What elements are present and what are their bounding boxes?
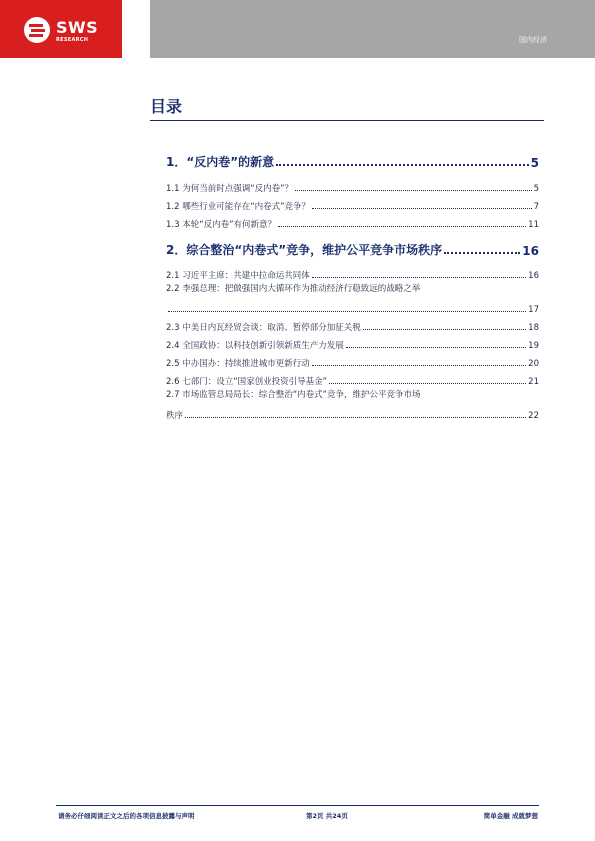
toc-item-label: 2.5 中办国办：持续推进城市更新行动 xyxy=(166,359,310,369)
toc-item-2-5[interactable] xyxy=(166,351,539,369)
report-category: 国内经济 xyxy=(519,36,547,44)
logo-text: SWS xyxy=(56,18,99,37)
toc-item-2-3[interactable] xyxy=(166,315,539,333)
toc-leader-dots xyxy=(346,346,526,348)
table-of-contents xyxy=(166,150,539,421)
toc-leader-dots xyxy=(363,328,526,330)
footer-disclaimer: 请务必仔细阅读正文之后的各项信息披露与声明 xyxy=(58,812,195,820)
header-gray-bar xyxy=(150,0,595,58)
toc-page-number: 19 xyxy=(528,341,539,351)
toc-item-label: 2.2 李强总理：把做强国内大循环作为推动经济行稳致远的战略之举 xyxy=(166,284,421,294)
toc-item-2-1[interactable] xyxy=(166,263,539,281)
toc-item-2-7[interactable] xyxy=(166,387,539,421)
toc-item-continuation xyxy=(166,403,539,421)
toc-item-label-cont: 秩序 xyxy=(166,411,184,421)
toc-item-1-1[interactable] xyxy=(166,176,539,194)
footer-slogan: 简单金融 成就梦想 xyxy=(483,812,538,820)
logo-subtext: RESEARCH xyxy=(56,37,89,43)
toc-item-continuation xyxy=(166,297,539,315)
toc-leader-dots xyxy=(185,416,526,418)
toc-item-label: 1.3 本轮“反内卷”有何新意？ xyxy=(166,220,277,230)
toc-leader-dots xyxy=(276,163,529,166)
toc-item-label: 1.2 哪些行业可能存在“内卷式”竞争？ xyxy=(166,202,311,212)
header-gap xyxy=(122,0,150,58)
toc-title-rule xyxy=(150,120,544,121)
toc-item-2-2[interactable] xyxy=(166,281,539,315)
toc-title: 目录 xyxy=(150,97,183,116)
toc-item-label: 1.1 为何当前时点强调“反内卷”？ xyxy=(166,184,294,194)
toc-page-number: 17 xyxy=(528,305,539,315)
toc-item-2-4[interactable] xyxy=(166,333,539,351)
toc-page-number: 5 xyxy=(530,156,539,170)
toc-section-2[interactable] xyxy=(166,238,539,258)
toc-leader-dots xyxy=(168,310,526,312)
toc-item-label: 2.4 全国政协：以科技创新引领新质生产力发展 xyxy=(166,341,344,351)
toc-page-number: 16 xyxy=(522,244,539,258)
sws-logo xyxy=(22,15,112,45)
toc-section-label: 2．综合整治“内卷式”竞争，维护公平竞争市场秩序 xyxy=(166,243,443,257)
toc-page-number: 22 xyxy=(528,411,539,421)
toc-leader-dots xyxy=(444,251,520,254)
toc-leader-dots xyxy=(329,382,526,384)
toc-item-label: 2.1 习近平主席：共建中拉命运共同体 xyxy=(166,271,310,281)
toc-page-number: 20 xyxy=(528,359,539,369)
toc-page-number: 21 xyxy=(528,377,539,387)
toc-leader-dots xyxy=(312,207,532,209)
toc-page-number: 5 xyxy=(533,184,539,194)
toc-page-number: 11 xyxy=(528,220,539,230)
sws-logo-icon xyxy=(22,15,52,45)
footer-page-info: 第2页 共24页 xyxy=(306,812,348,820)
toc-leader-dots xyxy=(312,276,526,278)
toc-item-label: 2.3 中美日内瓦经贸会谈：取消、暂停部分加征关税 xyxy=(166,323,361,333)
toc-section-1[interactable] xyxy=(166,150,539,170)
toc-section-label: 1．“反内卷”的新意 xyxy=(166,155,275,169)
toc-leader-dots xyxy=(295,189,532,191)
toc-page-number: 16 xyxy=(528,271,539,281)
header-divider xyxy=(0,58,595,61)
toc-item-label: 2.6 七部门：设立“国家创业投资引导基金” xyxy=(166,377,328,387)
toc-leader-dots xyxy=(278,225,526,227)
toc-item-1-3[interactable] xyxy=(166,212,539,230)
footer-divider xyxy=(56,805,539,806)
toc-item-label: 2.7 市场监管总局局长：综合整治“内卷式”竞争，维护公平竞争市场 xyxy=(166,390,421,400)
toc-item-2-6[interactable] xyxy=(166,369,539,387)
toc-item-1-2[interactable] xyxy=(166,194,539,212)
toc-page-number: 7 xyxy=(533,202,539,212)
toc-leader-dots xyxy=(312,364,526,366)
toc-page-number: 18 xyxy=(528,323,539,333)
